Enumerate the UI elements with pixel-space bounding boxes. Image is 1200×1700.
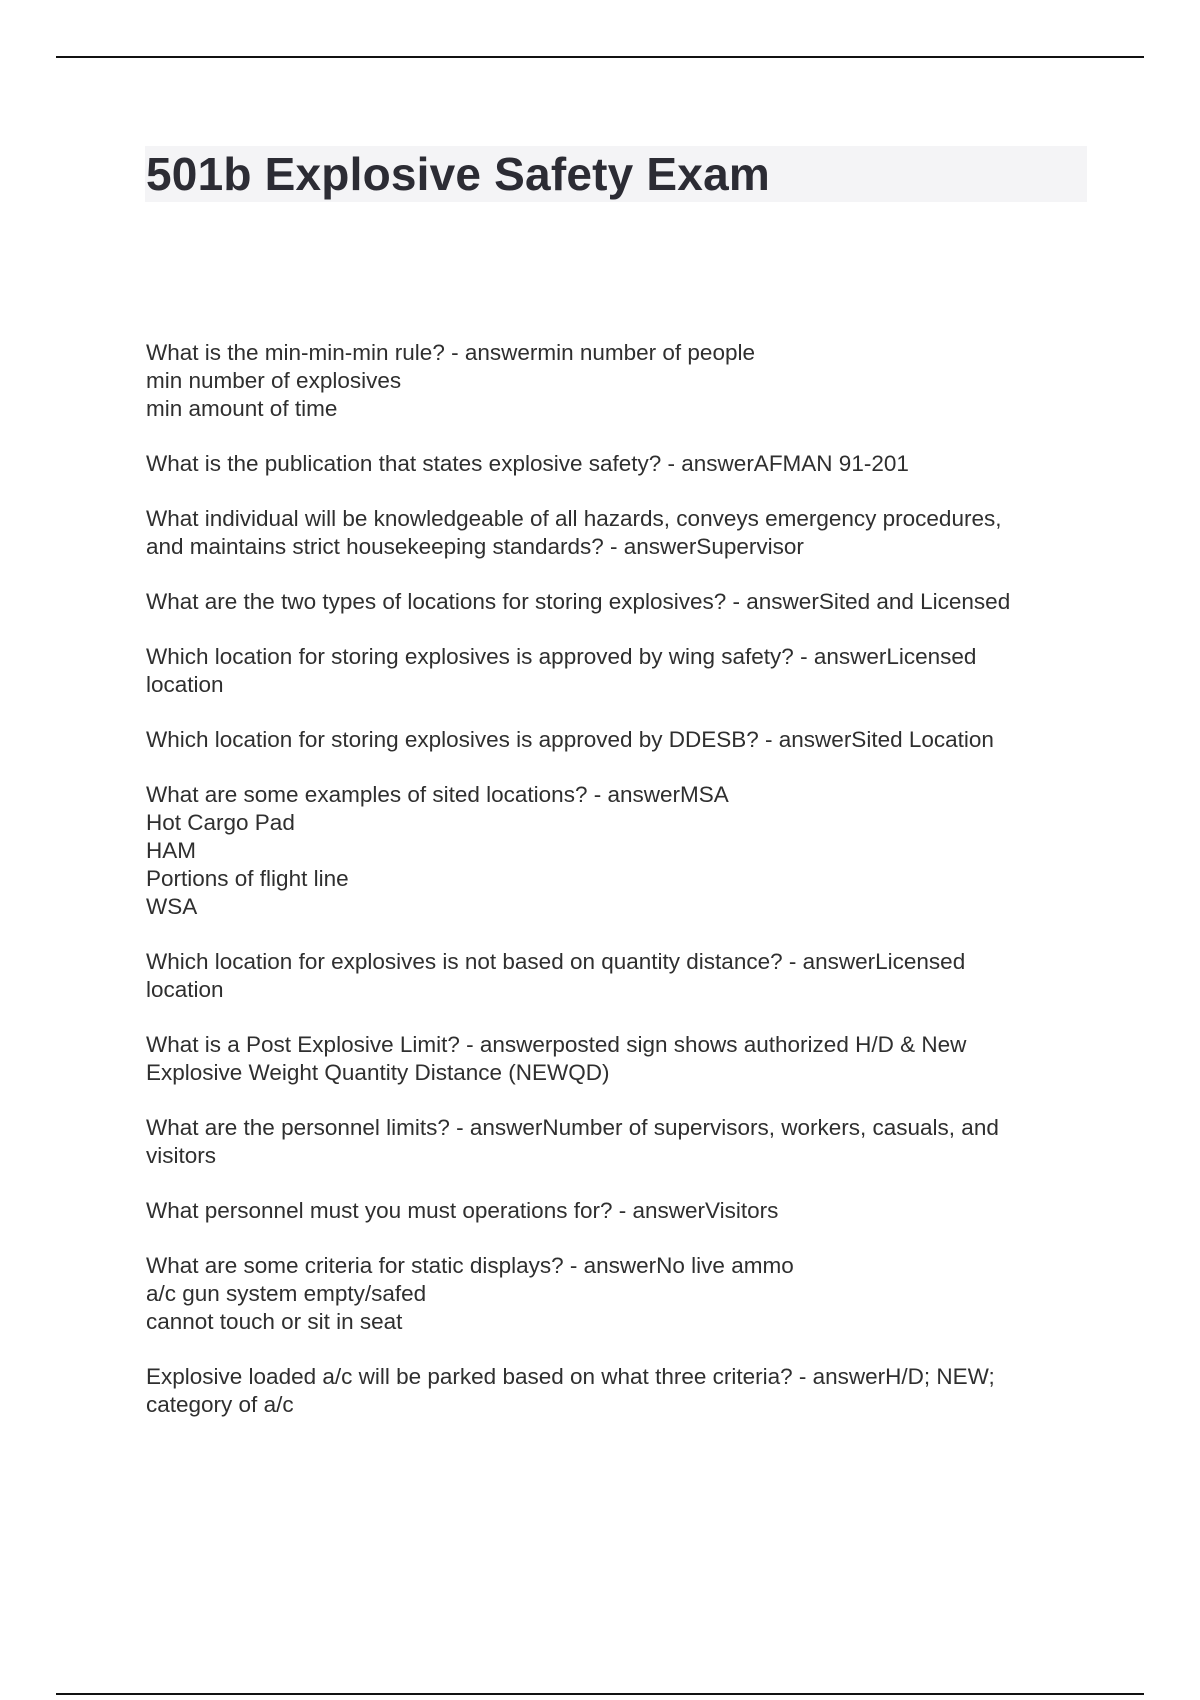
- qa-entry: [146, 588, 1096, 616]
- qa-entry: [146, 1114, 1096, 1170]
- qa-line: What are some criteria for static displays? - answerNo live ammo: [146, 1253, 794, 1278]
- qa-line: Which location for storing explosives is approved by wing safety? - answerLicensed: [146, 644, 977, 669]
- qa-entry: [146, 1197, 1096, 1225]
- qa-line: category of a/c: [146, 1392, 294, 1417]
- qa-line: Hot Cargo Pad: [146, 810, 295, 835]
- qa-entry: [146, 948, 1096, 1004]
- qa-line: What are some examples of sited locations? - answerMSA: [146, 782, 729, 807]
- qa-line: location: [146, 977, 224, 1002]
- qa-list: [146, 339, 1096, 1446]
- page-title: 501b Explosive Safety Exam: [146, 148, 770, 200]
- qa-entry: [146, 450, 1096, 478]
- top-divider: [56, 56, 1144, 58]
- qa-line: min amount of time: [146, 396, 338, 421]
- qa-line: min number of explosives: [146, 368, 402, 393]
- qa-line: WSA: [146, 894, 198, 919]
- qa-line: What individual will be knowledgeable of all hazards, conveys emergency procedures,: [146, 506, 1002, 531]
- qa-line: and maintains strict housekeeping standards? - answerSupervisor: [146, 534, 804, 559]
- qa-line: Portions of flight line: [146, 866, 349, 891]
- qa-line: What is a Post Explosive Limit? - answerposted sign shows authorized H/D & New: [146, 1032, 967, 1057]
- qa-line: location: [146, 672, 224, 697]
- qa-line: a/c gun system empty/safed: [146, 1281, 427, 1306]
- qa-line: What personnel must you must operations for? - answerVisitors: [146, 1198, 779, 1223]
- qa-line: HAM: [146, 838, 196, 863]
- qa-entry: [146, 505, 1096, 561]
- qa-entry: [146, 1363, 1096, 1419]
- qa-entry: [146, 339, 1096, 423]
- qa-entry: [146, 643, 1096, 699]
- qa-line: Explosive Weight Quantity Distance (NEWQD): [146, 1060, 610, 1085]
- qa-line: Which location for explosives is not based on quantity distance? - answerLicensed: [146, 949, 966, 974]
- bottom-divider: [56, 1693, 1144, 1695]
- qa-line: What are the two types of locations for storing explosives? - answerSited and Licensed: [146, 589, 1011, 614]
- qa-line: visitors: [146, 1143, 217, 1168]
- qa-entry: [146, 1031, 1096, 1087]
- qa-line: What are the personnel limits? - answerNumber of supervisors, workers, casuals, and: [146, 1115, 999, 1140]
- qa-line: cannot touch or sit in seat: [146, 1309, 403, 1334]
- qa-line: Which location for storing explosives is approved by DDESB? - answerSited Location: [146, 727, 994, 752]
- qa-entry: [146, 781, 1096, 921]
- qa-line: Explosive loaded a/c will be parked based on what three criteria? - answerH/D; NEW;: [146, 1364, 995, 1389]
- qa-entry: [146, 726, 1096, 754]
- qa-line: What is the min-min-min rule? - answermin number of people: [146, 340, 755, 365]
- qa-line: What is the publication that states explosive safety? - answerAFMAN 91-201: [146, 451, 909, 476]
- qa-entry: [146, 1252, 1096, 1336]
